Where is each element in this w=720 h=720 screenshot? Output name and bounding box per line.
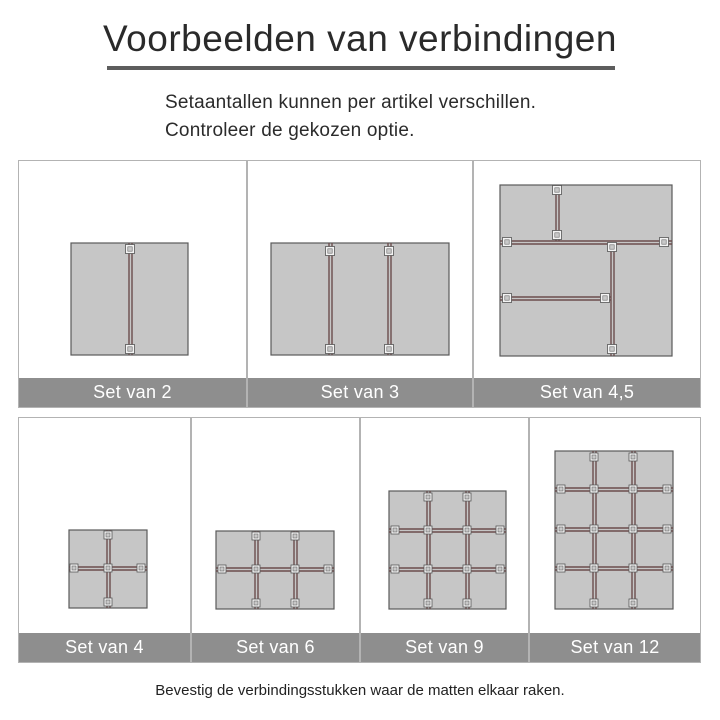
subtitle-line-1: Setaantallen kunnen per artikel verschillen. (165, 92, 537, 113)
connector-clip-icon (391, 526, 399, 534)
connector-clip-icon (608, 243, 617, 252)
connector-clip-icon (385, 247, 394, 256)
connector-clip-icon (391, 565, 399, 573)
connector-clip-icon (424, 493, 432, 501)
connector-clip-icon (463, 526, 471, 534)
set-card-4 (18, 417, 191, 663)
connector-clip-icon (104, 598, 112, 606)
connector-clip-icon (629, 485, 637, 493)
connector-clip-icon (629, 564, 637, 572)
set-4-diagram (19, 418, 192, 636)
connector-clip-icon (590, 485, 598, 493)
connector-clip-icon (590, 599, 598, 607)
set-6-diagram (192, 418, 361, 636)
connector-clip-icon (608, 345, 617, 354)
connector-clip-icon (104, 531, 112, 539)
connector-clip-icon (70, 564, 78, 572)
set-label: Set van 6 (192, 633, 359, 662)
connector-clip-icon (503, 294, 512, 303)
set-label: Set van 2 (19, 378, 246, 407)
connector-clip-icon (590, 453, 598, 461)
connector-clip-icon (601, 294, 610, 303)
connector-clip-icon (496, 526, 504, 534)
title-underline (107, 66, 615, 70)
set-2-diagram (19, 161, 248, 381)
connector-clip-icon (557, 485, 565, 493)
connector-clip-icon (463, 493, 471, 501)
connector-clip-icon (663, 564, 671, 572)
connector-clip-icon (291, 565, 299, 573)
connector-clip-icon (496, 565, 504, 573)
set-card-3 (247, 160, 473, 408)
set-label: Set van 3 (248, 378, 472, 407)
connector-clip-icon (553, 231, 562, 240)
subtitle-line-2: Controleer de gekozen optie. (165, 120, 415, 141)
connector-clip-icon (629, 453, 637, 461)
connector-clip-icon (590, 564, 598, 572)
footer-note: Bevestig de verbindingsstukken waar de matten elkaar raken. (155, 682, 565, 699)
connector-clip-icon (218, 565, 226, 573)
set-4-5-diagram (474, 161, 702, 381)
set-card-6 (191, 417, 360, 663)
set-12-diagram (530, 418, 702, 636)
set-label: Set van 12 (530, 633, 700, 662)
connector-clip-icon (291, 532, 299, 540)
connector-clip-icon (463, 565, 471, 573)
set-3-diagram (248, 161, 474, 381)
connector-clip-icon (326, 345, 335, 354)
connector-clip-icon (326, 247, 335, 256)
connector-clip-icon (324, 565, 332, 573)
set-label: Set van 4,5 (474, 378, 700, 407)
connector-clip-icon (137, 564, 145, 572)
mat-panel (216, 531, 334, 609)
page-title: Voorbeelden van verbindingen (103, 18, 617, 59)
connector-clip-icon (557, 525, 565, 533)
connector-clip-icon (252, 565, 260, 573)
set-card-2 (18, 160, 247, 408)
connector-clip-icon (385, 345, 394, 354)
connector-clip-icon (663, 525, 671, 533)
connector-clip-icon (660, 238, 669, 247)
connector-clip-icon (424, 599, 432, 607)
connector-clip-icon (629, 599, 637, 607)
set-card-12 (529, 417, 701, 663)
connector-clip-icon (663, 485, 671, 493)
connector-clip-icon (629, 525, 637, 533)
connector-clip-icon (424, 526, 432, 534)
connector-clip-icon (503, 238, 512, 247)
set-9-diagram (361, 418, 530, 636)
connector-clip-icon (590, 525, 598, 533)
connector-clip-icon (553, 186, 562, 195)
connector-clip-icon (126, 345, 135, 354)
connector-clip-icon (424, 565, 432, 573)
mat-panel (555, 451, 673, 609)
connector-clip-icon (557, 564, 565, 572)
set-label: Set van 4 (19, 633, 190, 662)
set-card-4-5 (473, 160, 701, 408)
set-label: Set van 9 (361, 633, 528, 662)
set-card-9 (360, 417, 529, 663)
connector-clip-icon (291, 599, 299, 607)
connector-clip-icon (252, 599, 260, 607)
connector-clip-icon (104, 564, 112, 572)
connector-clip-icon (463, 599, 471, 607)
mat-panel (500, 185, 672, 356)
connector-clip-icon (252, 532, 260, 540)
mat-panel (271, 243, 449, 355)
connector-clip-icon (126, 245, 135, 254)
mat-panel (389, 491, 506, 609)
